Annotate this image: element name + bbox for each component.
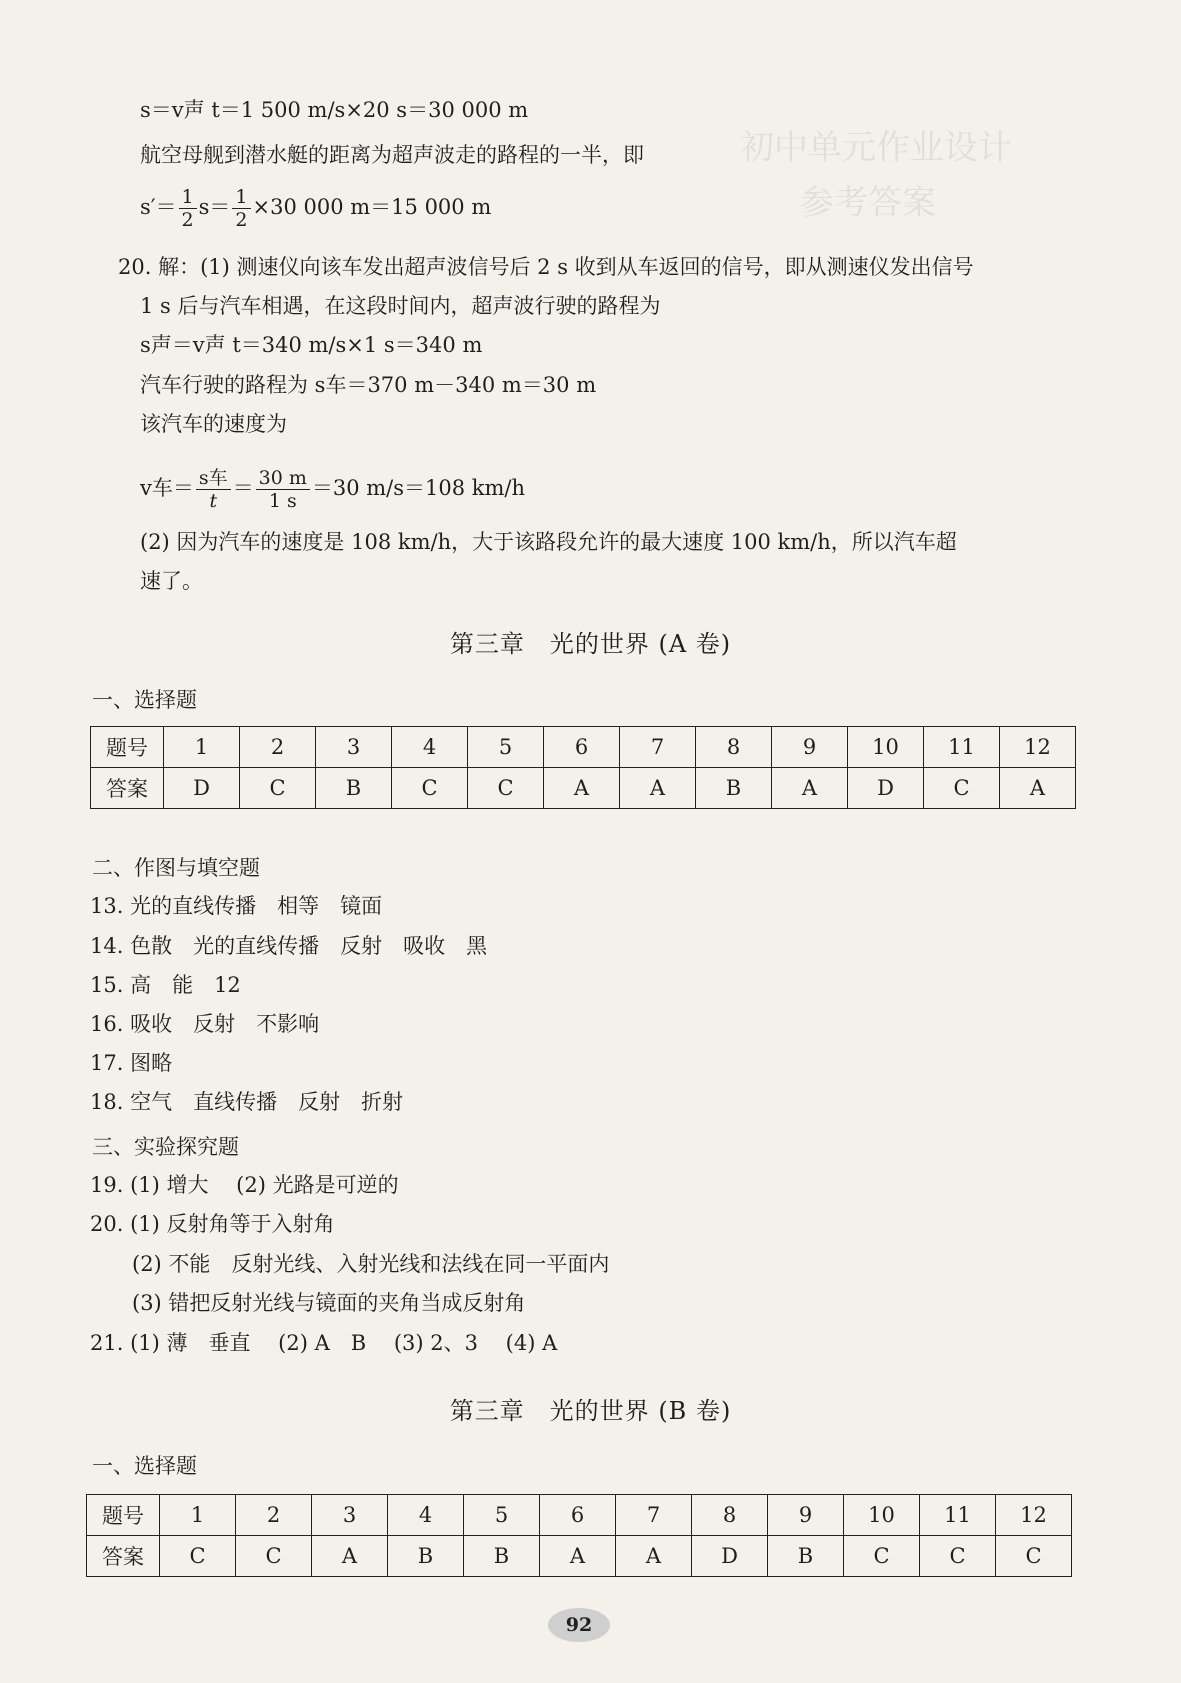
fraction-num: s车 [196,467,231,490]
table-cell: C [236,1536,312,1577]
table-cell: A [772,768,848,809]
bleed-through-text: 初中单元作业设计 [740,128,1012,168]
table-cell: 3 [312,1495,388,1536]
table-row-numbers [91,727,1076,768]
chapter-b-answer-table [86,1494,1072,1577]
fraction-den: t [209,490,218,512]
table-row-answers [87,1536,1072,1577]
q20-para-2: 1 s 后与汽车相遇，在这段时间内，超声波行驶的路程为 [140,294,661,318]
exp-item-21: 21. (1) 薄 垂直 (2) A B (3) 2、3 (4) A [90,1331,558,1355]
intro-line-2: 航空母舰到潜水艇的距离为超声波走的路程的一半，即 [140,143,644,167]
fraction-den: 1 s [268,490,297,512]
bleed-through-text-2: 参考答案 [800,183,936,223]
q20-para-5: 该汽车的速度为 [140,412,287,436]
table-cell: C [844,1536,920,1577]
table-cell: 7 [616,1495,692,1536]
table-cell: 5 [464,1495,540,1536]
chapter-a-section-fill: 二、作图与填空题 [92,856,260,880]
table-cell: 12 [996,1495,1072,1536]
table-cell: 3 [316,727,392,768]
q20-para-4: 汽车行驶的路程为 s车＝370 m－340 m＝30 m [140,373,597,397]
fraction-half-2 [232,186,250,231]
table-header-number: 题号 [91,727,164,768]
table-cell: 7 [620,727,696,768]
table-cell: C [924,768,1000,809]
table-cell: A [312,1536,388,1577]
table-cell: 10 [848,727,924,768]
table-cell: 1 [164,727,240,768]
exp-item-19: 19. (1) 增大 (2) 光路是可逆的 [90,1173,399,1197]
fraction-num: 1 [232,186,250,209]
table-cell: 2 [240,727,316,768]
fill-item-17: 17. 图略 [90,1051,173,1075]
chapter-b-title: 第三章 光的世界 (B 卷) [449,1397,732,1425]
table-cell: B [388,1536,464,1577]
chapter-a-section-experiment: 三、实验探究题 [92,1135,239,1159]
exp-item-20-3: (3) 错把反射光线与镜面的夹角当成反射角 [90,1291,526,1315]
chapter-b-section-choice: 一、选择题 [92,1454,197,1478]
table-cell: B [464,1536,540,1577]
table-cell: 5 [468,727,544,768]
table-cell: 6 [540,1495,616,1536]
table-cell: A [1000,768,1076,809]
table-header-answer: 答案 [91,768,164,809]
table-cell: D [164,768,240,809]
exp-item-20-1: 20. (1) 反射角等于入射角 [90,1212,335,1236]
fill-item-16: 16. 吸收 反射 不影响 [90,1012,320,1036]
table-row-numbers [87,1495,1072,1536]
table-cell: 4 [392,727,468,768]
fraction-num: 1 [179,186,197,209]
fraction-den: 2 [235,209,248,231]
table-cell: B [696,768,772,809]
fill-item-14: 14. 色散 光的直线传播 反射 吸收 黑 [90,934,488,958]
table-header-answer: 答案 [87,1536,160,1577]
chapter-a-title: 第三章 光的世界 (A 卷) [449,630,732,658]
exp-item-20-2: (2) 不能 反射光线、入射光线和法线在同一平面内 [90,1252,610,1276]
fill-item-18: 18. 空气 直线传播 反射 折射 [90,1090,404,1114]
table-cell: 10 [844,1495,920,1536]
table-cell: A [616,1536,692,1577]
q20-para-8: 速了。 [140,569,203,593]
velocity-lhs: v车＝ [140,476,194,500]
intro-line-3-pre: s′＝ [140,195,177,219]
q20-para-3: s声＝v声 t＝340 m/s×1 s＝340 m [140,333,483,357]
table-cell: C [240,768,316,809]
table-cell: D [692,1536,768,1577]
fraction-num: 30 m [256,467,310,490]
table-cell: 8 [692,1495,768,1536]
table-cell: 9 [768,1495,844,1536]
table-cell: 6 [544,727,620,768]
table-cell: 4 [388,1495,464,1536]
intro-line-3-mid: s＝ [198,195,231,219]
q20-velocity-formula [140,467,525,512]
table-cell: B [316,768,392,809]
fill-item-15: 15. 高 能 12 [90,973,241,997]
q20-para-1: 20. 解：(1) 测速仪向该车发出超声波信号后 2 s 收到从车返回的信号，即从测速仪发出信号 [118,255,974,279]
intro-line-3-post: ×30 000 m＝15 000 m [252,195,492,219]
table-cell: 12 [1000,727,1076,768]
table-cell: B [768,1536,844,1577]
fill-item-13: 13. 光的直线传播 相等 镜面 [90,894,383,918]
table-cell: 2 [236,1495,312,1536]
chapter-a-answer-table [90,726,1076,809]
table-cell: D [848,768,924,809]
equals-sign: ＝ [232,476,254,500]
intro-line-1: s＝v声 t＝1 500 m/s×20 s＝30 000 m [140,98,529,122]
table-cell: 1 [160,1495,236,1536]
table-cell: A [540,1536,616,1577]
table-cell: C [160,1536,236,1577]
q20-para-7: (2) 因为汽车的速度是 108 km/h，大于该路段允许的最大速度 100 km/h，所以汽车超 [140,530,957,554]
table-cell: A [544,768,620,809]
table-cell: C [468,768,544,809]
table-row-answers [91,768,1076,809]
velocity-result: ＝30 m/s＝108 km/h [311,476,526,500]
table-cell: 11 [924,727,1000,768]
table-cell: C [392,768,468,809]
table-header-number: 题号 [87,1495,160,1536]
fraction-den: 2 [181,209,194,231]
table-cell: 11 [920,1495,996,1536]
fraction-30m-over-1s [256,467,310,512]
table-cell: 8 [696,727,772,768]
intro-line-3 [140,186,491,231]
chapter-a-section-choice: 一、选择题 [92,688,197,712]
table-cell: 9 [772,727,848,768]
page-number: 92 [548,1608,610,1642]
fraction-s-over-t [196,467,231,512]
table-cell: C [920,1536,996,1577]
fraction-half [179,186,197,231]
table-cell: C [996,1536,1072,1577]
table-cell: A [620,768,696,809]
